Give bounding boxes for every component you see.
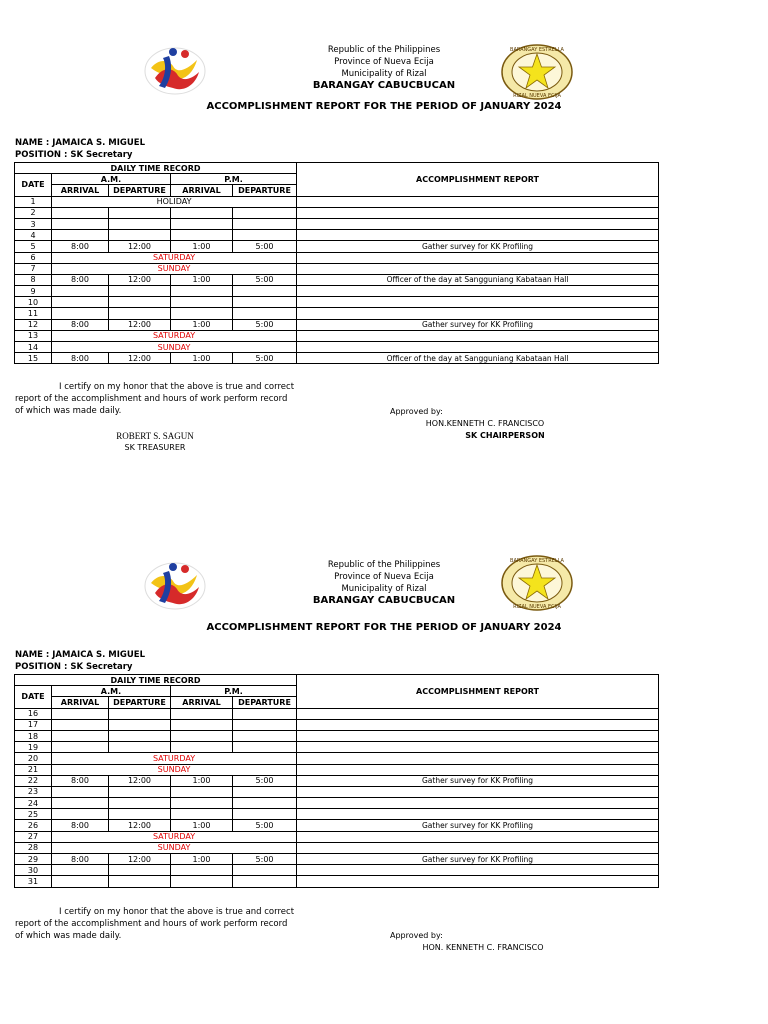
pm-departure-cell <box>233 742 297 753</box>
pm-header: P.M. <box>171 686 297 697</box>
pm-departure-cell: 5:00 <box>233 241 297 252</box>
am-arrival-cell <box>52 786 109 797</box>
province-line: Province of Nueva Ecija <box>334 572 434 582</box>
table-row <box>15 865 659 876</box>
am-arrival-cell <box>52 708 109 719</box>
employee-name: NAME : JAMAICA S. MIGUEL <box>15 650 146 660</box>
date-cell: 9 <box>15 286 52 297</box>
cert-line-1: I certify on my honor that the above is true and correct <box>59 907 295 917</box>
table-row <box>15 876 659 887</box>
day-note-cell: SUNDAY <box>52 764 297 775</box>
approver-name: HON.KENNETH C. FRANCISCO <box>425 419 545 428</box>
am-departure-cell <box>109 865 171 876</box>
municipality-line: Municipality of Rizal <box>341 69 427 79</box>
accomplishment-cell <box>297 786 659 797</box>
pm-departure-cell <box>233 798 297 809</box>
day-note-cell: SUNDAY <box>52 842 297 853</box>
pm-arrival-cell <box>171 719 233 730</box>
am-arrival-cell <box>52 876 109 887</box>
pm-arrival-cell <box>171 742 233 753</box>
svg-text:RIZAL NUEVA ECIJA: RIZAL NUEVA ECIJA <box>513 93 561 99</box>
approver-title: SK CHAIRPERSON <box>465 431 545 440</box>
am-arrival-cell: 8:00 <box>52 353 109 364</box>
table-row <box>15 742 659 753</box>
report-title: ACCOMPLISHMENT REPORT FOR THE PERIOD OF JANUARY 2024 <box>206 622 562 633</box>
date-cell: 11 <box>15 308 52 319</box>
employee-info <box>15 649 145 673</box>
date-cell: 12 <box>15 319 52 330</box>
pm-header: P.M. <box>171 174 297 185</box>
accomplishment-cell <box>297 865 659 876</box>
accomplishment-cell: Gather survey for KK Profiling <box>297 241 659 252</box>
date-cell: 17 <box>15 719 52 730</box>
accomplishment-cell <box>297 708 659 719</box>
accomplishment-cell <box>297 842 659 853</box>
am-departure-cell <box>109 742 171 753</box>
certification-text <box>15 906 298 942</box>
svg-text:BARANGAY ESTRELLA: BARANGAY ESTRELLA <box>510 558 564 564</box>
date-cell: 28 <box>15 842 52 853</box>
am-departure-header: DEPARTURE <box>109 185 171 196</box>
pm-arrival-cell: 1:00 <box>171 241 233 252</box>
pm-departure-cell: 5:00 <box>233 854 297 865</box>
pm-arrival-cell <box>171 798 233 809</box>
am-departure-header: DEPARTURE <box>109 697 171 708</box>
employee-position: POSITION : SK Secretary <box>15 662 133 672</box>
am-departure-cell: 12:00 <box>109 353 171 364</box>
date-cell: 15 <box>15 353 52 364</box>
date-cell: 13 <box>15 330 52 341</box>
treasurer-title: SK TREASURER <box>124 443 186 452</box>
accomplishment-cell: Gather survey for KK Profiling <box>297 319 659 330</box>
dtr-header: DAILY TIME RECORD <box>15 163 297 174</box>
pm-departure-cell <box>233 786 297 797</box>
pm-departure-cell <box>233 809 297 820</box>
date-cell: 1 <box>15 196 52 207</box>
accomplishment-cell <box>297 876 659 887</box>
date-cell: 24 <box>15 798 52 809</box>
accomplishment-header: ACCOMPLISHMENT REPORT <box>297 163 659 197</box>
pm-departure-cell: 5:00 <box>233 353 297 364</box>
table-row <box>15 854 659 865</box>
accomplishment-cell: Officer of the day at Sangguniang Kabataan Hall <box>297 353 659 364</box>
date-cell: 2 <box>15 207 52 218</box>
accomplishment-cell <box>297 809 659 820</box>
accomplishment-cell: Gather survey for KK Profiling <box>297 854 659 865</box>
date-cell: 30 <box>15 865 52 876</box>
pm-arrival-cell <box>171 786 233 797</box>
day-note-cell: SATURDAY <box>52 252 297 263</box>
municipality-line: Municipality of Rizal <box>341 584 427 594</box>
am-departure-cell: 12:00 <box>109 775 171 786</box>
cert-line-3: of which was made daily. <box>15 406 122 416</box>
cert-line-3: of which was made daily. <box>15 931 122 941</box>
table-row <box>15 809 659 820</box>
accomplishment-cell: Gather survey for KK Profiling <box>297 775 659 786</box>
pm-arrival-cell: 1:00 <box>171 353 233 364</box>
am-header: A.M. <box>52 174 171 185</box>
barangay-name: BARANGAY CABUCBUCAN <box>312 595 456 606</box>
table-row <box>15 708 659 719</box>
svg-text:RIZAL NUEVA ECIJA: RIZAL NUEVA ECIJA <box>513 604 561 610</box>
am-arrival-cell: 8:00 <box>52 274 109 285</box>
accomplishment-cell <box>297 719 659 730</box>
table-row <box>15 719 659 730</box>
province-line: Province of Nueva Ecija <box>334 57 434 67</box>
date-cell: 31 <box>15 876 52 887</box>
dtr-header: DAILY TIME RECORD <box>15 675 297 686</box>
am-header: A.M. <box>52 686 171 697</box>
am-arrival-cell <box>52 742 109 753</box>
accomplishment-cell <box>297 831 659 842</box>
am-arrival-cell: 8:00 <box>52 775 109 786</box>
date-cell: 8 <box>15 274 52 285</box>
table-row <box>15 798 659 809</box>
approved-by-label: Approved by: <box>390 931 443 940</box>
am-departure-cell: 12:00 <box>109 820 171 831</box>
am-departure-cell <box>109 798 171 809</box>
pm-arrival-cell <box>171 876 233 887</box>
pm-arrival-cell: 1:00 <box>171 274 233 285</box>
date-cell: 19 <box>15 742 52 753</box>
am-departure-cell <box>109 708 171 719</box>
date-cell: 4 <box>15 230 52 241</box>
table-row <box>15 753 659 764</box>
pm-departure-header: DEPARTURE <box>233 185 297 196</box>
am-arrival-cell: 8:00 <box>52 319 109 330</box>
date-header: DATE <box>15 174 52 196</box>
am-arrival-cell <box>52 798 109 809</box>
accomplishment-cell <box>297 798 659 809</box>
daily-time-record-table <box>14 674 659 888</box>
date-cell: 25 <box>15 809 52 820</box>
pm-departure-cell <box>233 865 297 876</box>
pm-arrival-cell <box>171 708 233 719</box>
am-departure-cell: 12:00 <box>109 274 171 285</box>
am-arrival-cell <box>52 809 109 820</box>
date-cell: 6 <box>15 252 52 263</box>
dtr-body <box>15 708 659 887</box>
am-departure-cell <box>109 786 171 797</box>
cert-line-2: report of the accomplishment and hours of work perform record <box>15 394 288 404</box>
accomplishment-cell <box>297 753 659 764</box>
accomplishment-cell: Gather survey for KK Profiling <box>297 820 659 831</box>
date-cell: 22 <box>15 775 52 786</box>
day-note-cell: SUNDAY <box>52 263 297 274</box>
day-note-cell: SUNDAY <box>52 342 297 353</box>
treasurer-name: ROBERT S. SAGUN <box>116 431 194 441</box>
pm-departure-cell: 5:00 <box>233 319 297 330</box>
am-arrival-cell <box>52 719 109 730</box>
am-arrival-cell: 8:00 <box>52 241 109 252</box>
pm-arrival-cell: 1:00 <box>171 775 233 786</box>
pm-departure-cell <box>233 719 297 730</box>
date-cell: 14 <box>15 342 52 353</box>
am-departure-cell: 12:00 <box>109 241 171 252</box>
table-row <box>15 764 659 775</box>
employee-name: NAME : JAMAICA S. MIGUEL <box>15 138 146 148</box>
date-cell: 21 <box>15 764 52 775</box>
date-cell: 5 <box>15 241 52 252</box>
am-arrival-cell <box>52 865 109 876</box>
date-cell: 10 <box>15 297 52 308</box>
republic-line: Republic of the Philippines <box>327 45 441 55</box>
am-arrival-header: ARRIVAL <box>52 185 109 196</box>
barangay-name: BARANGAY CABUCBUCAN <box>312 80 456 91</box>
day-note-cell: SATURDAY <box>52 831 297 842</box>
am-departure-cell <box>109 876 171 887</box>
pm-arrival-cell: 1:00 <box>171 319 233 330</box>
am-arrival-header: ARRIVAL <box>52 697 109 708</box>
am-departure-cell <box>109 730 171 741</box>
employee-position: POSITION : SK Secretary <box>15 150 133 160</box>
pm-departure-cell: 5:00 <box>233 775 297 786</box>
am-departure-cell: 12:00 <box>109 854 171 865</box>
date-cell: 20 <box>15 753 52 764</box>
pm-departure-cell <box>233 730 297 741</box>
table-row <box>15 775 659 786</box>
table-row <box>15 730 659 741</box>
accomplishment-cell: Officer of the day at Sangguniang Kabataan Hall <box>297 274 659 285</box>
accomplishment-cell <box>297 730 659 741</box>
accomplishment-cell <box>297 764 659 775</box>
am-arrival-cell: 8:00 <box>52 820 109 831</box>
date-header: DATE <box>15 686 52 708</box>
table-row <box>15 831 659 842</box>
am-departure-cell <box>109 809 171 820</box>
am-departure-cell <box>109 719 171 730</box>
date-cell: 16 <box>15 708 52 719</box>
approver-name: HON. KENNETH C. FRANCISCO <box>422 943 544 952</box>
am-departure-cell: 12:00 <box>109 319 171 330</box>
day-note-cell: SATURDAY <box>52 330 297 341</box>
date-cell: 7 <box>15 263 52 274</box>
pm-departure-cell: 5:00 <box>233 274 297 285</box>
date-cell: 29 <box>15 854 52 865</box>
date-cell: 26 <box>15 820 52 831</box>
approved-by-label: Approved by: <box>390 407 443 416</box>
am-arrival-cell <box>52 730 109 741</box>
pm-arrival-cell <box>171 730 233 741</box>
republic-line: Republic of the Philippines <box>327 560 441 570</box>
am-arrival-cell: 8:00 <box>52 854 109 865</box>
pm-arrival-header: ARRIVAL <box>171 697 233 708</box>
report-title: ACCOMPLISHMENT REPORT FOR THE PERIOD OF JANUARY 2024 <box>206 101 562 112</box>
pm-departure-cell: 5:00 <box>233 820 297 831</box>
table-row <box>15 786 659 797</box>
svg-text:BARANGAY ESTRELLA: BARANGAY ESTRELLA <box>510 47 564 53</box>
day-note-cell: HOLIDAY <box>52 196 297 207</box>
pm-departure-cell <box>233 708 297 719</box>
date-cell: 23 <box>15 786 52 797</box>
pm-arrival-cell: 1:00 <box>171 820 233 831</box>
table-row <box>15 842 659 853</box>
pm-departure-cell <box>233 876 297 887</box>
date-cell: 27 <box>15 831 52 842</box>
pm-departure-header: DEPARTURE <box>233 697 297 708</box>
table-row <box>15 820 659 831</box>
pm-arrival-header: ARRIVAL <box>171 185 233 196</box>
day-note-cell: SATURDAY <box>52 753 297 764</box>
date-cell: 18 <box>15 730 52 741</box>
pm-arrival-cell <box>171 809 233 820</box>
pm-arrival-cell: 1:00 <box>171 854 233 865</box>
cert-line-1: I certify on my honor that the above is true and correct <box>59 382 295 392</box>
accomplishment-header: ACCOMPLISHMENT REPORT <box>297 675 659 709</box>
date-cell: 3 <box>15 218 52 229</box>
cert-line-2: report of the accomplishment and hours of work perform record <box>15 919 288 929</box>
pm-arrival-cell <box>171 865 233 876</box>
letterhead <box>0 559 768 607</box>
accomplishment-cell <box>297 742 659 753</box>
